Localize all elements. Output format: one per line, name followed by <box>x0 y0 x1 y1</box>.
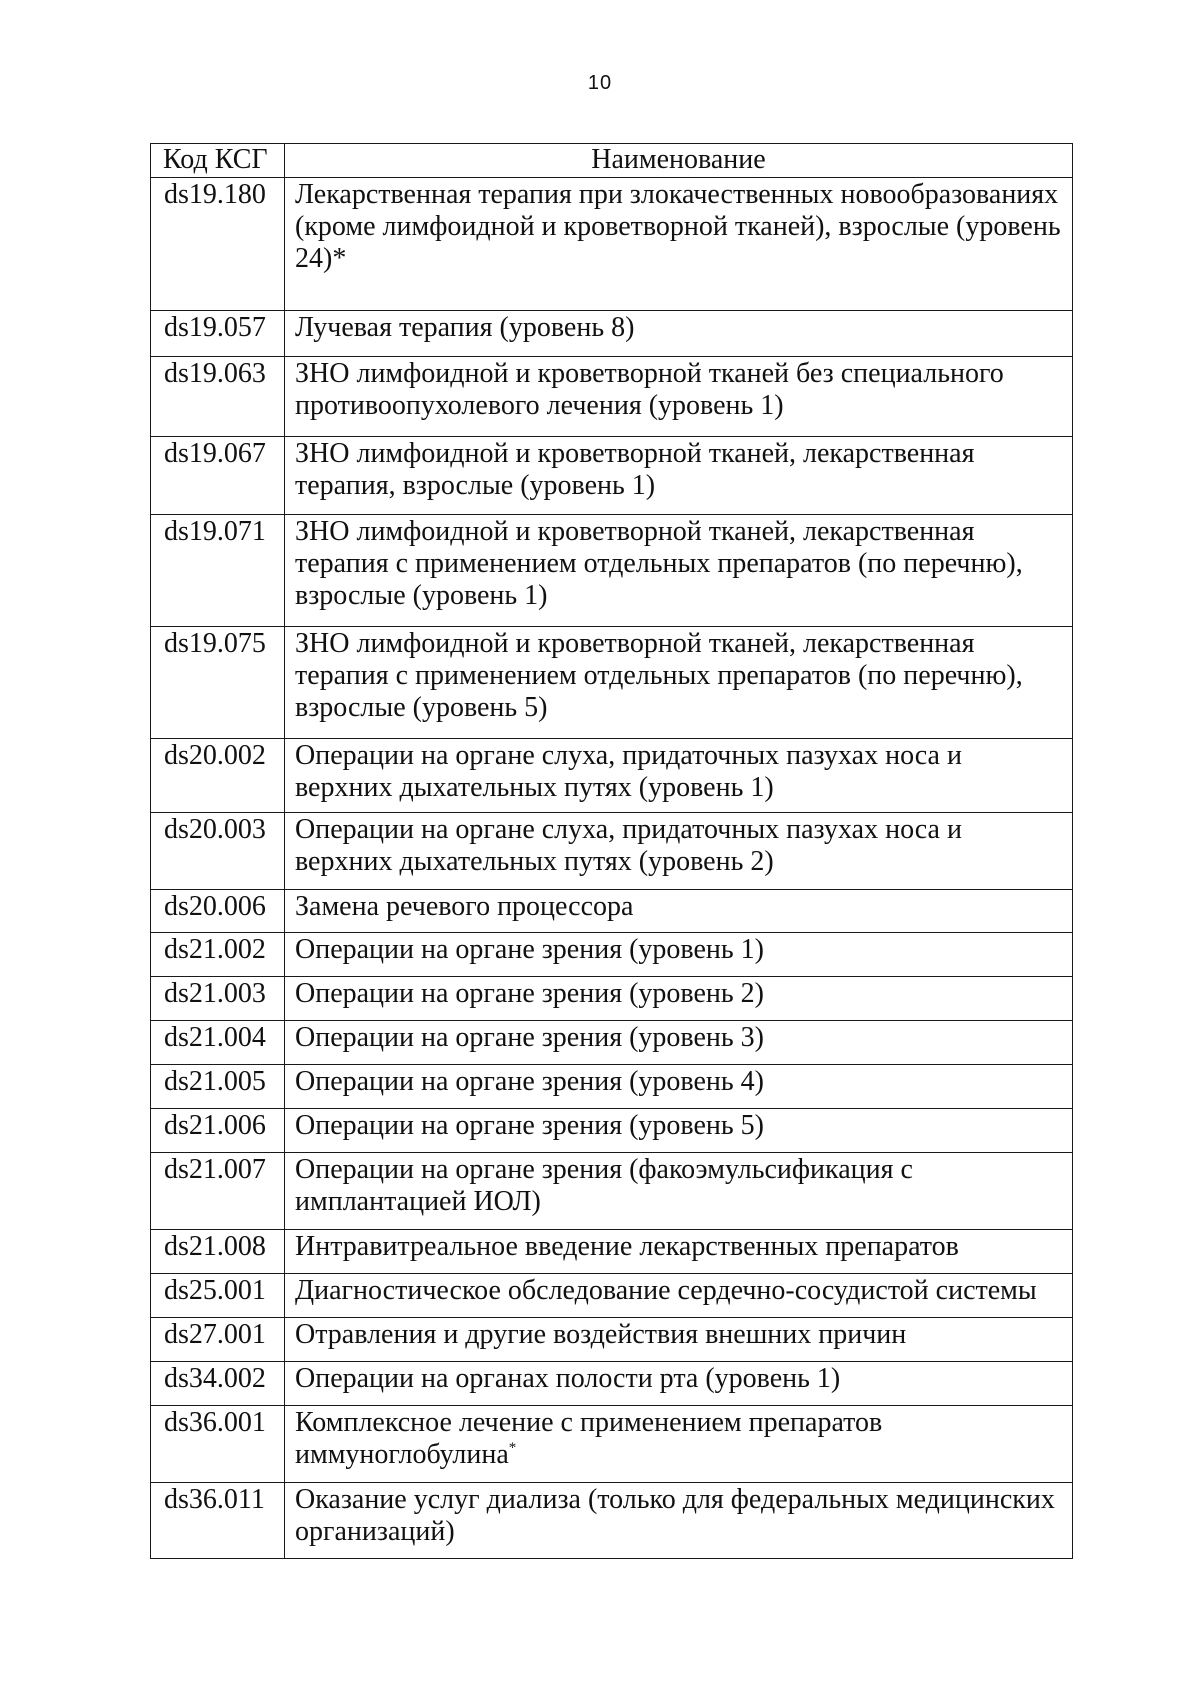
row-code: ds25.001 <box>151 1274 285 1318</box>
row-name: Операции на органах полости рта (уровень 1) <box>285 1362 1073 1406</box>
row-name: Лекарственная терапия при злокачественных новообразованиях (кроме лимфоидной и кроветворной тканей), взрослые (уровень 24)* <box>285 178 1073 311</box>
row-name: Операции на органе слуха, придаточных пазухах носа и верхних дыхательных путях (уровень 2) <box>285 813 1073 890</box>
table-row <box>151 437 1073 515</box>
table-row <box>151 1483 1073 1559</box>
table-row <box>151 311 1073 357</box>
footnote-mark: * <box>508 1440 517 1456</box>
row-code: ds21.008 <box>151 1230 285 1274</box>
table-row <box>151 1065 1073 1109</box>
table-row <box>151 1021 1073 1065</box>
table-row <box>151 1109 1073 1153</box>
row-code: ds19.057 <box>151 311 285 357</box>
row-name: ЗНО лимфоидной и кроветворной тканей без специального противоопухолевого лечения (уровень 1) <box>285 357 1073 437</box>
table-row <box>151 1230 1073 1274</box>
row-name: Замена речевого процессора <box>285 890 1073 933</box>
row-name <box>285 1406 1073 1483</box>
row-name: Диагностическое обследование сердечно-сосудистой системы <box>285 1274 1073 1318</box>
row-code: ds19.067 <box>151 437 285 515</box>
ksg-table <box>150 143 1073 1559</box>
table-row <box>151 813 1073 890</box>
page-number: 10 <box>587 72 613 94</box>
row-name: ЗНО лимфоидной и кроветворной тканей, лекарственная терапия, взрослые (уровень 1) <box>285 437 1073 515</box>
table-row <box>151 1406 1073 1483</box>
table-row <box>151 1318 1073 1362</box>
row-code: ds27.001 <box>151 1318 285 1362</box>
row-code: ds20.002 <box>151 739 285 813</box>
row-code: ds21.005 <box>151 1065 285 1109</box>
table-row <box>151 1274 1073 1318</box>
row-name: Оказание услуг диализа (только для федеральных медицинских организаций) <box>285 1483 1073 1559</box>
header-code: Код КСГ <box>151 144 285 178</box>
table-row <box>151 890 1073 933</box>
row-name: ЗНО лимфоидной и кроветворной тканей, лекарственная терапия с применением отдельных препаратов (по перечню), взрослые (уровень 5) <box>285 627 1073 739</box>
row-name: Отравления и другие воздействия внешних причин <box>285 1318 1073 1362</box>
row-name: Операции на органе зрения (уровень 4) <box>285 1065 1073 1109</box>
row-code: ds19.071 <box>151 515 285 627</box>
row-name: Операции на органе зрения (уровень 5) <box>285 1109 1073 1153</box>
row-code: ds21.003 <box>151 977 285 1021</box>
row-code: ds21.002 <box>151 933 285 977</box>
row-name: Интравитреальное введение лекарственных препаратов <box>285 1230 1073 1274</box>
table-row <box>151 739 1073 813</box>
header-name: Наименование <box>285 144 1073 178</box>
table-row <box>151 933 1073 977</box>
row-code: ds34.002 <box>151 1362 285 1406</box>
row-name: Операции на органе слуха, придаточных пазухах носа и верхних дыхательных путях (уровень 1) <box>285 739 1073 813</box>
row-name: Операции на органе зрения (уровень 2) <box>285 977 1073 1021</box>
row-code: ds19.180 <box>151 178 285 311</box>
table-row <box>151 515 1073 627</box>
row-code: ds20.003 <box>151 813 285 890</box>
row-name-text: Комплексное лечение с применением препаратов иммуноглобулина <box>295 1407 883 1470</box>
row-code: ds19.075 <box>151 627 285 739</box>
table-row <box>151 178 1073 311</box>
table-row <box>151 357 1073 437</box>
row-code: ds21.006 <box>151 1109 285 1153</box>
table-row <box>151 1362 1073 1406</box>
row-code: ds21.004 <box>151 1021 285 1065</box>
table-header-row <box>151 144 1073 178</box>
row-code: ds21.007 <box>151 1153 285 1230</box>
row-name: Лучевая терапия (уровень 8) <box>285 311 1073 357</box>
row-code: ds19.063 <box>151 357 285 437</box>
row-name: Операции на органе зрения (факоэмульсификация с имплантацией ИОЛ) <box>285 1153 1073 1230</box>
row-name: ЗНО лимфоидной и кроветворной тканей, лекарственная терапия с применением отдельных препаратов (по перечню), взрослые (уровень 1) <box>285 515 1073 627</box>
row-code: ds20.006 <box>151 890 285 933</box>
row-name: Операции на органе зрения (уровень 1) <box>285 933 1073 977</box>
row-code: ds36.011 <box>151 1483 285 1559</box>
table-row <box>151 1153 1073 1230</box>
row-name: Операции на органе зрения (уровень 3) <box>285 1021 1073 1065</box>
row-code: ds36.001 <box>151 1406 285 1483</box>
table-row <box>151 977 1073 1021</box>
table-row <box>151 627 1073 739</box>
